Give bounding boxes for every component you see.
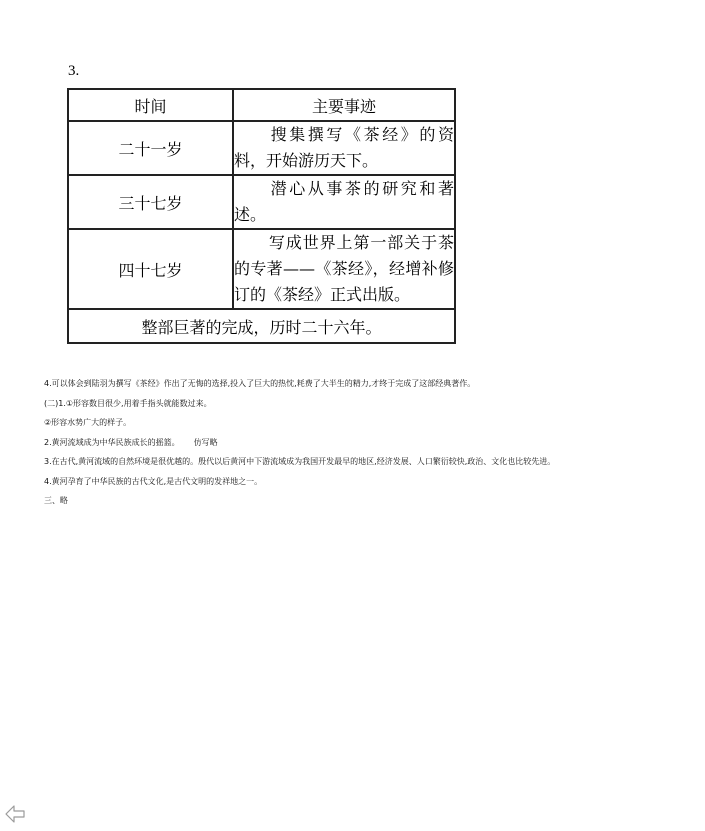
row-time: 三十七岁 <box>68 175 233 229</box>
table-row <box>68 229 455 309</box>
row-deed <box>233 229 455 309</box>
row-deed <box>233 175 455 229</box>
header-deeds: 主要事迹 <box>233 89 455 121</box>
row-deed-text: 写成世界上第一部关于茶的专著——《茶经》，经增补修订的《茶经》正式出版。 <box>234 233 454 304</box>
row-time: 四十七岁 <box>68 229 233 309</box>
row-deed-text: 潜心从事茶的研究和著述。 <box>234 179 454 224</box>
answer-line <box>44 433 684 453</box>
answer-line: 4.黄河孕育了中华民族的古代文化,是古代文明的发祥地之一。 <box>44 476 263 486</box>
answer-line: 4.可以体会到陆羽为撰写《茶经》作出了无悔的选择,投入了巨大的热忱,耗费了大半生的精力,才终于完成了这部经典著作。 <box>44 379 476 388</box>
answer-line: (二)1.①形容数目很少,用着手指头就能数过来。 <box>44 398 212 408</box>
events-table <box>67 88 456 344</box>
answer-line: ②形容水势广大的样子。 <box>44 418 132 427</box>
answer-text: 2.黄河流域成为中华民族成长的摇篮。 <box>44 437 180 447</box>
row-deed <box>233 121 455 175</box>
table-row <box>68 121 455 175</box>
table-header-row <box>68 89 455 121</box>
table-summary-row <box>68 309 455 343</box>
answers-section <box>44 374 684 511</box>
answer-text: 仿写略 <box>193 437 218 447</box>
row-deed-text: 搜集撰写《茶经》的资料，开始游历天下。 <box>234 125 454 170</box>
answer-line: 3.在古代,黄河流域的自然环境是很优越的。殷代以后黄河中下游流域成为我国开发最早的地区,经济发展、人口繁衍较快,政治、文化也比较先进。 <box>44 457 556 466</box>
header-time: 时间 <box>68 89 233 121</box>
table-row <box>68 175 455 229</box>
answer-line: 三、略 <box>44 496 68 505</box>
question-number: 3. <box>68 63 80 79</box>
back-arrow-icon[interactable] <box>4 804 26 824</box>
table-summary: 整部巨著的完成，历时二十六年。 <box>68 309 455 343</box>
row-time: 二十一岁 <box>68 121 233 175</box>
